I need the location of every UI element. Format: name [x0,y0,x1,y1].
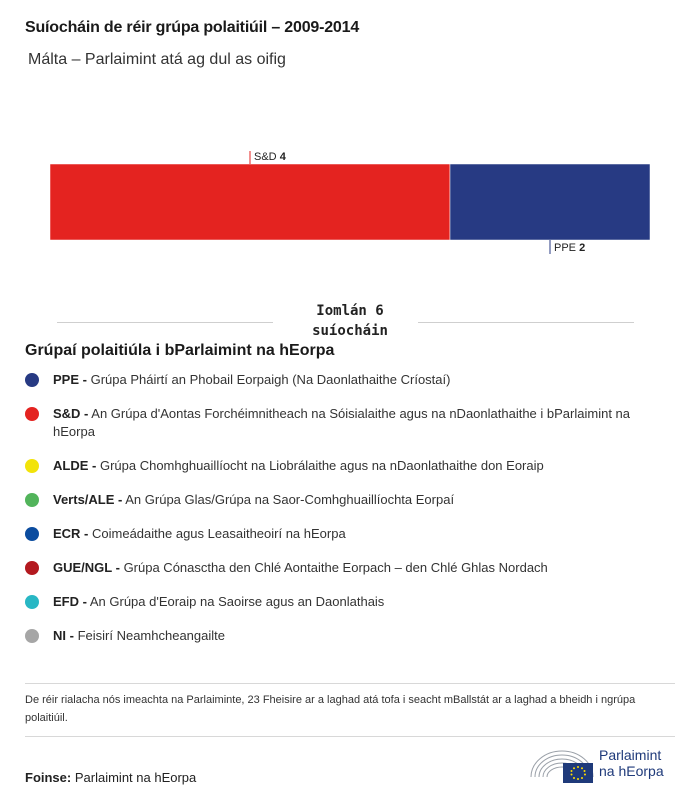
divider-bottom [25,736,675,737]
european-parliament-logo [529,745,679,787]
legend-dot-ni [25,629,39,643]
bar-label-value: 4 [279,151,286,163]
legend-desc: Grúpa Cónasctha den Chlé Aontaithe Eorpach – den Chlé Ghlas Nordach [123,560,548,575]
legend-desc: Grúpa Chomhghuaillíocht na Liobrálaithe agus na nDaonlathaithe don Eoraip [99,458,544,473]
legend-dot-ppe [25,373,39,387]
logo-line-2: na hEorpa [599,763,664,779]
bar-label-category: S&D [254,151,280,163]
bar-segment-ppe [450,164,650,240]
chart-title: Suíocháin de réir grúpa polaitiúil – 2009-2014 [25,19,360,36]
legend-dot-ecr [25,527,39,541]
hemicycle-icon [529,745,595,787]
legend-desc: An Grúpa d'Aontas Forchéimnitheach na Sóisialaithe agus na nDaonlathaithe i bParlaimint na hEorpa [53,406,630,439]
stacked-bar-chart [0,140,700,270]
bar-label-value: 2 [579,242,586,254]
legend-desc: An Grúpa Glas/Grúpa na Saor-Comhghuaillíochta Eorpaí [125,492,455,507]
chart-subtitle: Málta – Parlaimint atá ag dul as oifig [28,51,286,68]
logo-line-1: Parlaimint [599,747,662,763]
total-text [283,301,417,341]
legend-dot-sd [25,407,39,421]
legend-dot-efd [25,595,39,609]
legend-desc: Coimeádaithe agus Leasaitheoirí na hEorpa [92,526,346,541]
legend-dot-alde [25,459,39,473]
legend-abbr: ECR - [53,526,89,541]
legend-dot-gue-ngl [25,561,39,575]
legend-desc: Grúpa Pháirtí an Phobail Eorpaigh (Na Daonlathaithe Críostaí) [90,372,451,387]
total-divider-right [418,322,634,323]
bar-label-category: PPE [554,242,580,254]
divider-top [25,683,675,684]
legend-abbr: Verts/ALE - [53,492,123,507]
legend-title: Grúpaí polaitiúla i bParlaimint na hEorpa [25,342,335,359]
footnote: De réir rialacha nós imeachta na Parlaiminte, 23 Fheisire ar a laghad atá tofa i seacht mBallstát ar a laghad a bheidh i ngrúpa polaitiúil. [25,694,636,724]
legend-dot-verts-ale [25,493,39,507]
legend-abbr: PPE - [53,372,87,387]
legend-desc: Feisirí Neamhcheangailte [77,628,225,643]
total-seats [0,301,700,341]
total-divider-left [57,322,273,323]
total-unit: suíocháin [312,323,388,339]
bar-label-ppe [554,242,585,254]
source-value: Parlaimint na hEorpa [74,770,197,785]
legend-abbr: NI - [53,628,74,643]
legend-abbr: EFD - [53,594,87,609]
source-label: Foinse: [25,770,72,785]
bar-segment-s-d [50,164,450,240]
legend-abbr: S&D - [53,406,89,421]
bar-label-s-d [254,151,287,163]
legend-abbr: GUE/NGL - [53,560,120,575]
legend-abbr: ALDE - [53,458,97,473]
legend-desc: An Grúpa d'Eoraip na Saoirse agus an Daonlathais [89,594,385,609]
total-label: Iomlán 6 [316,303,384,319]
source [25,770,196,785]
